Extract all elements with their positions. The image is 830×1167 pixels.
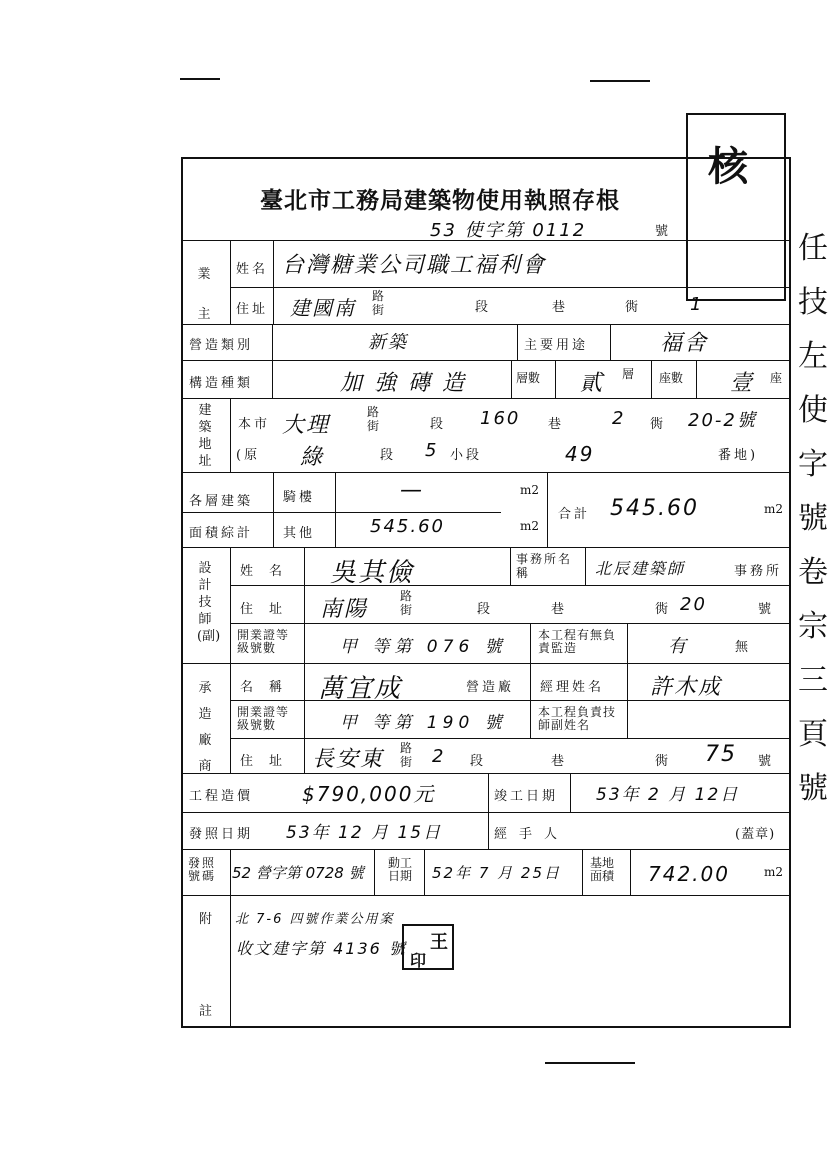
base-label: 基地面積	[590, 856, 615, 883]
remarks-label-top: 附	[199, 912, 216, 927]
designer-license-label: 開業證等級號數	[237, 628, 290, 655]
site-road: 路	[367, 405, 380, 419]
owner-name-label: 姓名	[236, 262, 269, 277]
contractor-road: 路	[400, 741, 413, 755]
designer-name-label: 姓名	[240, 564, 299, 579]
designer-segment: 段	[477, 602, 494, 617]
owner-address-label: 住址	[236, 302, 269, 317]
designer-license-value: 甲 等第 076 號	[340, 637, 507, 657]
arcade-value: —	[400, 478, 424, 503]
start-value: 52年 7 月 25日	[432, 864, 562, 882]
right-strip-char: 任	[798, 231, 828, 266]
contractor-lane: 巷	[551, 754, 568, 769]
contractor-segment-no: 2	[432, 746, 446, 767]
complete-value: 53年 2 月 12日	[596, 785, 740, 805]
contractor-license-value: 甲 等第 190 號	[340, 713, 507, 733]
site-land-no: 49	[565, 442, 595, 466]
designer-section-label: 設計技師(副)	[197, 561, 221, 644]
right-strip-char: 左	[798, 339, 828, 374]
site-original: (原	[236, 448, 261, 463]
contractor-name-label: 名稱	[240, 680, 299, 695]
floors-value: 貳	[580, 371, 605, 396]
owner-address-alley: 衖	[625, 300, 642, 315]
designer-supervise-value: 有	[668, 636, 688, 657]
owner-address-no: 1	[690, 294, 704, 315]
designer-street: 街	[400, 603, 413, 617]
other-area-label: 其他	[283, 526, 316, 541]
site-street: 街	[367, 419, 380, 433]
designer-house-no: 20	[680, 594, 707, 615]
contractor-house-unit: 號	[758, 754, 775, 769]
document-title: 臺北市工務局建築物使用執照存根	[260, 187, 620, 214]
owner-address-street: 街	[372, 303, 385, 317]
structure-label: 構造種類	[189, 376, 254, 391]
other-area-value: 545.60	[370, 516, 445, 537]
contractor-section-label: 承造廠商	[198, 681, 212, 774]
structure-value: 加強磚造	[340, 371, 477, 396]
site-house-no: 20-2號	[688, 410, 757, 431]
construction-class-label: 營造類別	[189, 338, 254, 353]
remarks-line-1: 北 7-6 四號作業公用案	[235, 912, 395, 927]
site-segment-value: 綠	[300, 445, 325, 470]
scan-mark	[545, 1062, 635, 1064]
site-segment-label2: 段	[380, 448, 397, 463]
area-label-1: 各層建築	[189, 494, 254, 509]
permit-number: 53 使字第 0112	[430, 220, 587, 241]
issue-label: 發照日期	[189, 827, 254, 842]
right-strip-char: 卷	[798, 555, 828, 590]
site-segment: 段	[430, 417, 447, 432]
contractor-manager-value: 許木成	[650, 675, 723, 700]
designer-address-value: 南陽	[320, 597, 369, 622]
cost-value: $790,000元	[302, 782, 436, 806]
other-area-unit: m2	[520, 519, 540, 533]
base-value: 742.00	[648, 862, 730, 886]
contractor-manager-label: 經理姓名	[540, 680, 605, 695]
site-label: 建築地址	[198, 403, 212, 469]
owner-address-road: 路	[372, 289, 385, 303]
start-label: 動工日期	[388, 856, 413, 883]
site-city: 本市	[238, 417, 271, 432]
approval-stamp-text: 核	[708, 143, 748, 190]
contractor-address-value: 長安東	[312, 747, 385, 772]
area-label-2: 面積綜計	[189, 526, 254, 541]
designer-office-suffix: 事務所	[734, 564, 783, 579]
floors-label: 層數	[516, 371, 541, 385]
arcade-unit: m2	[520, 483, 540, 497]
floors-unit: 層	[622, 367, 635, 381]
usage-value: 福舍	[660, 331, 709, 356]
right-strip	[796, 222, 830, 1162]
contractor-alley: 衖	[655, 754, 672, 769]
handler-label: 經手人	[494, 827, 570, 842]
cost-label: 工程造價	[189, 789, 254, 804]
right-strip-char: 三	[798, 663, 828, 698]
owner-address-lane: 巷	[552, 300, 569, 315]
site-alley: 衖	[650, 417, 667, 432]
designer-name-value: 吳其儉	[330, 558, 415, 588]
designer-office-label: 事務所名稱	[516, 552, 573, 580]
right-strip-char: 號	[798, 771, 828, 806]
contractor-name-suffix: 營造廠	[466, 680, 515, 695]
remarks-line-2: 收文建字第 4136 號	[236, 939, 407, 958]
site-alley-no: 2	[612, 408, 626, 429]
seal-label: (蓋章)	[735, 827, 776, 842]
total-area-value: 545.60	[610, 496, 699, 521]
total-area-unit: m2	[764, 502, 784, 516]
right-strip-char: 字	[798, 447, 828, 482]
total-area-label: 合計	[558, 507, 591, 522]
site-lane-no: 160	[480, 408, 521, 429]
designer-house-unit: 號	[758, 602, 775, 617]
base-unit: m2	[764, 865, 784, 879]
owner-name-value: 台灣糖業公司職工福利會	[282, 253, 547, 278]
site-small-segment: 小段	[450, 448, 483, 463]
usage-label: 主要用途	[524, 338, 589, 353]
right-strip-char: 宗	[798, 609, 828, 644]
right-strip-char: 頁	[798, 717, 828, 752]
contractor-address-label: 住址	[240, 754, 299, 769]
buildings-label: 座數	[659, 371, 684, 385]
site-lane: 巷	[548, 417, 565, 432]
site-road-value: 大理	[282, 413, 331, 438]
owner-address-value: 建國南	[290, 296, 356, 320]
issue-value: 53年 12 月 15日	[286, 823, 443, 843]
permit-value: 52 營字第 0728 號	[232, 864, 364, 882]
contractor-name-value: 萬宜成	[318, 674, 403, 704]
designer-address-label: 住址	[240, 602, 299, 617]
site-small-segment-no: 5	[425, 440, 439, 461]
site-land-unit: 番地)	[718, 448, 759, 463]
inspector-seal	[402, 924, 454, 970]
designer-supervise-none: 無	[735, 640, 752, 655]
inspector-seal-text-1: 王	[430, 932, 448, 953]
owner-section-label: 業主	[197, 267, 211, 322]
buildings-value: 壹	[730, 371, 755, 396]
construction-class-value: 新築	[368, 332, 408, 353]
contractor-street: 街	[400, 755, 413, 769]
scan-mark	[590, 80, 650, 82]
right-strip-char: 使	[798, 393, 828, 428]
contractor-segment: 段	[470, 754, 487, 769]
contractor-house-no: 75	[705, 742, 737, 767]
permit-label: 發照號碼	[188, 856, 217, 883]
right-strip-char: 技	[798, 285, 828, 320]
designer-lane: 巷	[551, 602, 568, 617]
arcade-label: 騎樓	[283, 490, 316, 505]
contractor-tech-label: 本工程負責技師副姓名	[538, 705, 617, 732]
scan-mark	[180, 78, 220, 80]
permit-number-suffix: 號	[655, 224, 672, 239]
right-strip-char: 號	[798, 501, 828, 536]
designer-office-value: 北辰建築師	[595, 559, 686, 578]
designer-road: 路	[400, 589, 413, 603]
designer-supervise-label: 本工程有無負責監造	[538, 628, 617, 655]
inspector-seal-text-2: 印	[410, 951, 427, 970]
contractor-license-label: 開業證等級號數	[237, 705, 290, 732]
designer-alley: 衖	[655, 602, 672, 617]
buildings-unit: 座	[770, 371, 783, 385]
remarks-label-bottom: 註	[199, 1004, 216, 1019]
owner-address-segment: 段	[475, 300, 492, 315]
complete-label: 竣工日期	[494, 789, 559, 804]
